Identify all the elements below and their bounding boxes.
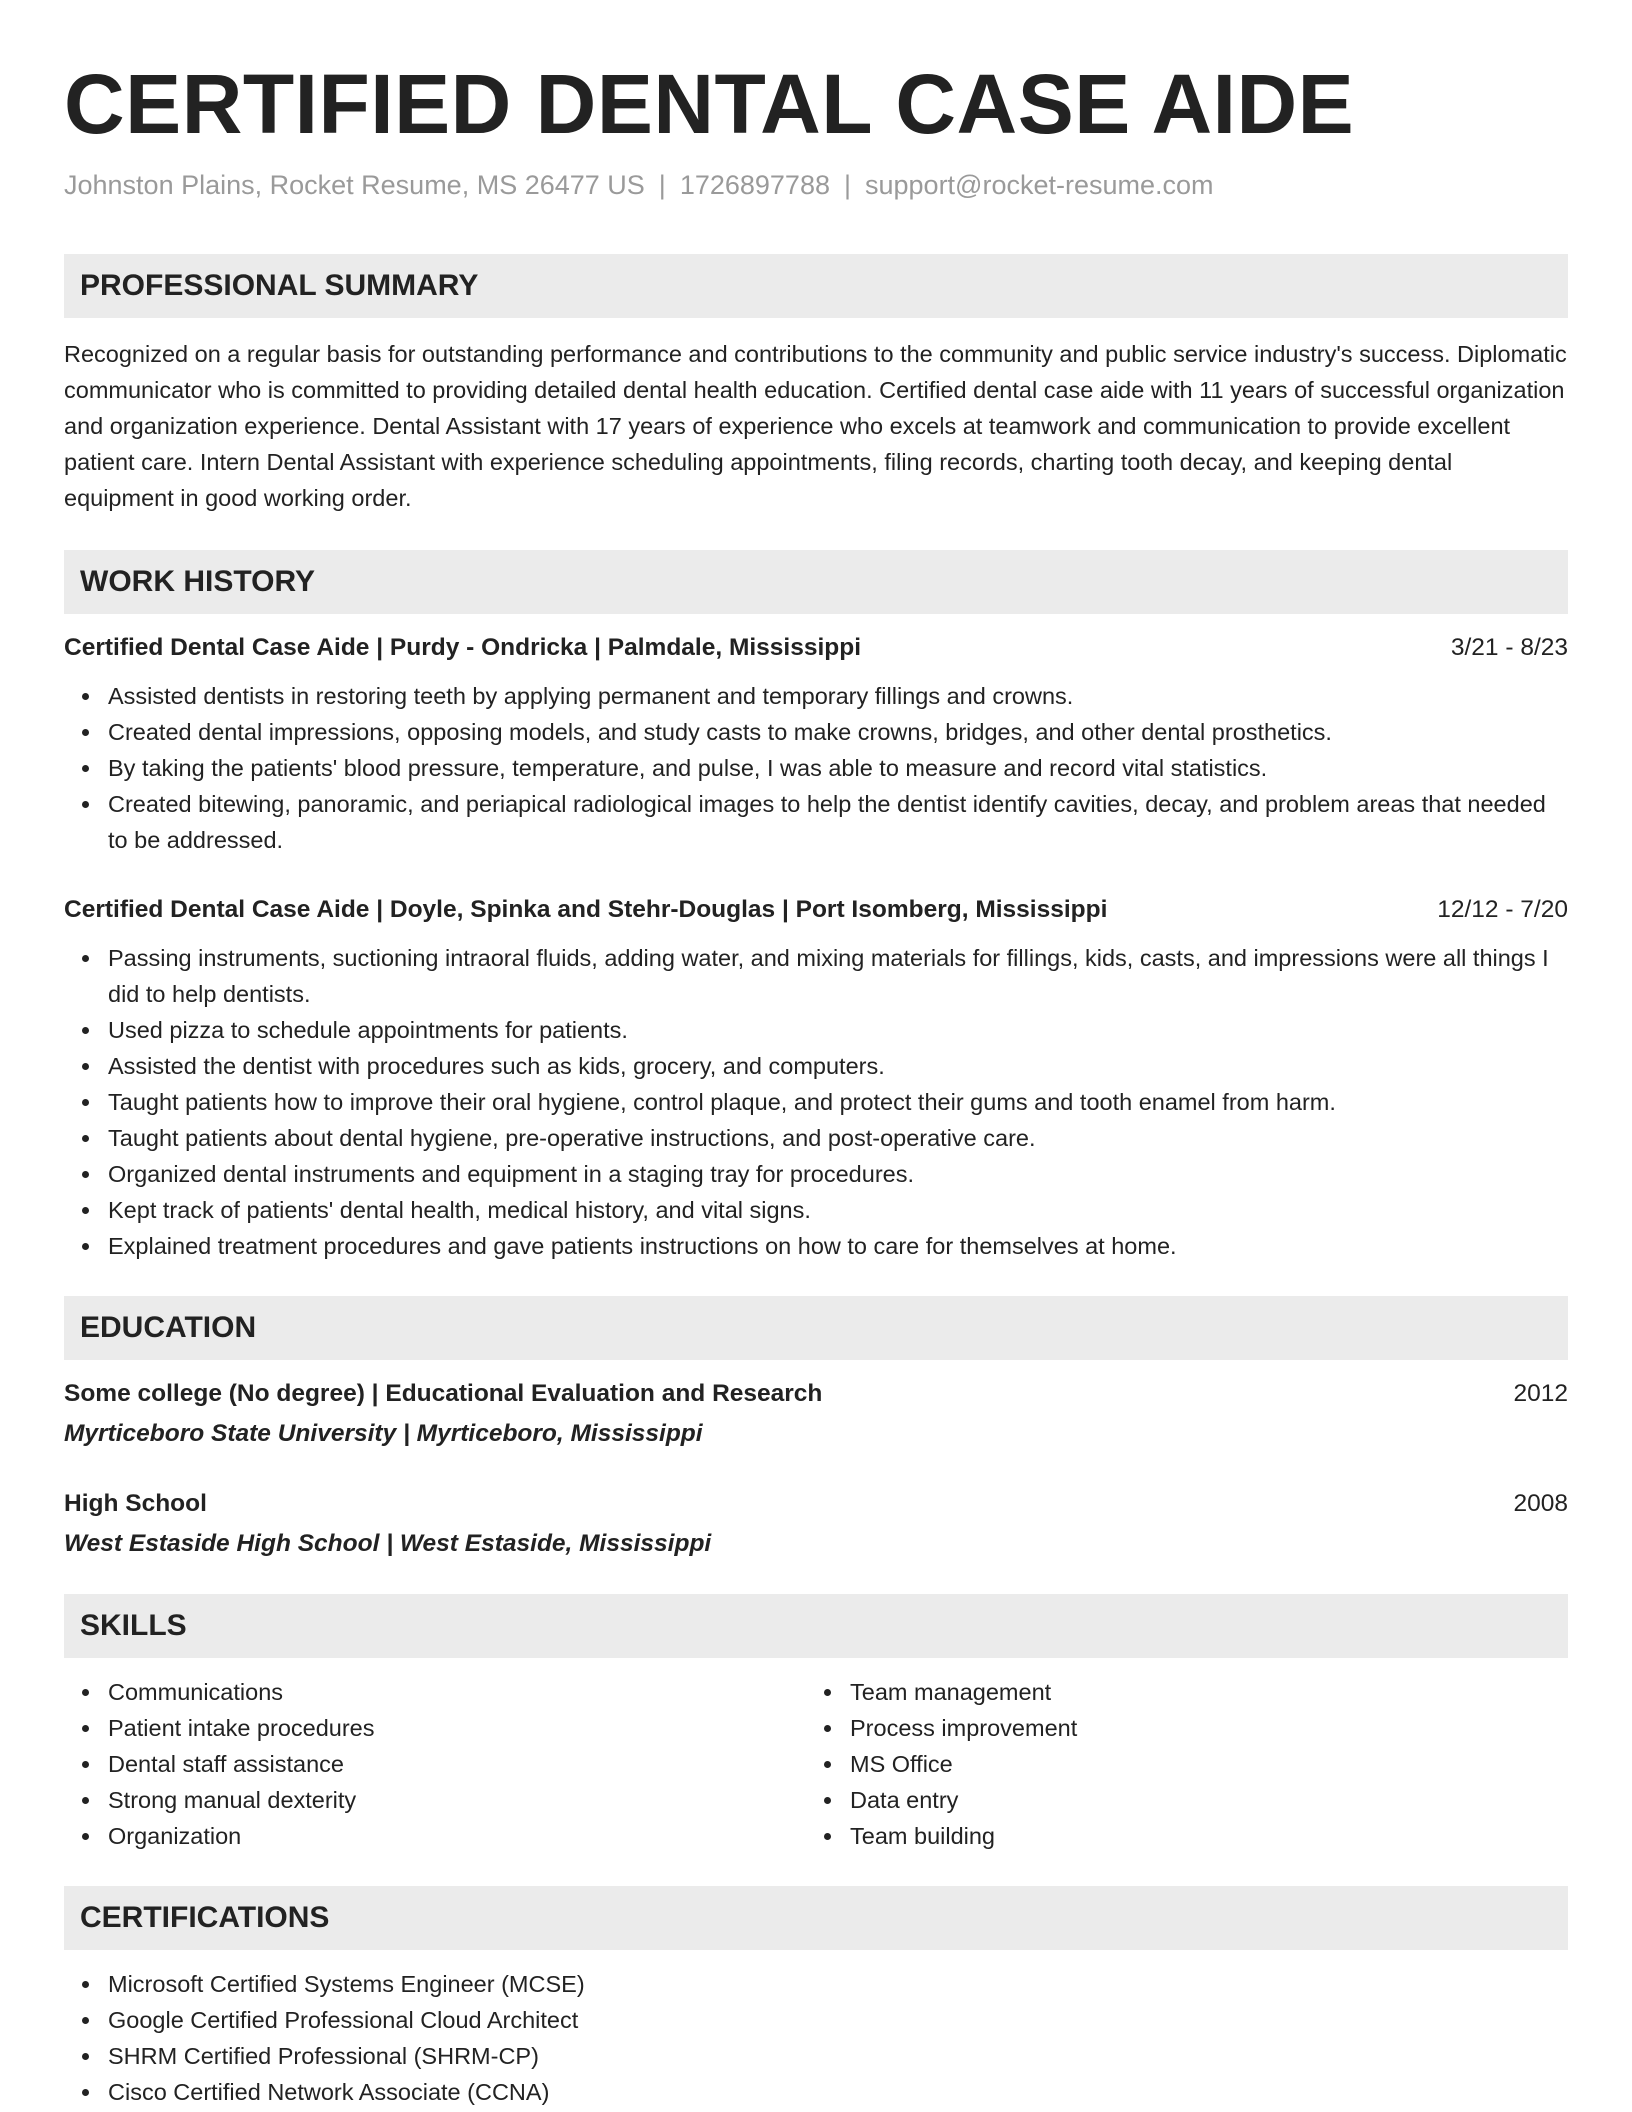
section-heading-summary: PROFESSIONAL SUMMARY	[64, 254, 1568, 318]
job-bullet: Used pizza to schedule appointments for patients.	[108, 1012, 1568, 1048]
job-bullet: Explained treatment procedures and gave patients instructions on how to care for themselves at home.	[108, 1228, 1568, 1264]
job-entry	[64, 630, 1568, 858]
skill-item: Data entry	[850, 1782, 1548, 1818]
education-school: Myrticeboro State University | Myrticeboro, Mississippi	[64, 1420, 703, 1447]
job-dates: 12/12 - 7/20	[1437, 896, 1568, 923]
education-degree: High School	[64, 1490, 207, 1517]
education-year: 2008	[1513, 1490, 1568, 1517]
skill-item: Dental staff assistance	[108, 1746, 806, 1782]
job-bullet: Created bitewing, panoramic, and periapical radiological images to help the dentist identify cavities, decay, and problem areas that needed to be addressed.	[108, 786, 1568, 858]
job-bullet-list	[64, 940, 1568, 1264]
skill-item: Patient intake procedures	[108, 1710, 806, 1746]
job-entry	[64, 892, 1568, 1264]
certification-item: SHRM Certified Professional (SHRM-CP)	[108, 2038, 1568, 2074]
job-dates: 3/21 - 8/23	[1450, 634, 1568, 661]
section-heading-certifications: CERTIFICATIONS	[64, 1886, 1568, 1950]
job-title: Certified Dental Case Aide | Doyle, Spinka and Stehr-Douglas | Port Isomberg, Mississippi	[64, 896, 1108, 923]
skill-item: Organization	[108, 1818, 806, 1854]
certification-item: Cisco Certified Network Associate (CCNA)	[108, 2074, 1568, 2110]
summary-text: Recognized on a regular basis for outstanding performance and contributions to the community and public service industry's success. Diplomatic communicator who is committed to providing detailed dental health education. Certified dental case aide with 11 years of successful organization and organization experience. Dental Assistant with 17 years of experience who excels at teamwork and communication to provide excellent patient care. Intern Dental Assistant with experience scheduling appointments, filing records, charting tooth decay, and keeping dental equipment in good working order.	[64, 341, 1567, 511]
candidate-name: CERTIFIED DENTAL CASE AIDE	[64, 57, 1355, 151]
skills-list-right	[806, 1674, 1548, 1854]
contact-separator: |	[658, 170, 666, 200]
job-title: Certified Dental Case Aide | Purdy - Ondricka | Palmdale, Mississippi	[64, 634, 862, 661]
skill-item: MS Office	[850, 1746, 1548, 1782]
job-bullet-list	[64, 678, 1568, 858]
job-bullet: Kept track of patients' dental health, medical history, and vital signs.	[108, 1192, 1568, 1228]
job-bullet: Taught patients how to improve their oral hygiene, control plaque, and protect their gums and tooth enamel from harm.	[108, 1084, 1568, 1120]
education-entry	[64, 1486, 1568, 1562]
education-entry	[64, 1376, 1568, 1452]
certification-item: Google Certified Professional Cloud Architect	[108, 2002, 1568, 2038]
contact-email: support@rocket-resume.com	[865, 170, 1214, 200]
job-bullet: Organized dental instruments and equipment in a staging tray for procedures.	[108, 1156, 1568, 1192]
contact-phone: 1726897788	[679, 170, 830, 200]
skill-item: Team management	[850, 1674, 1548, 1710]
job-bullet: Passing instruments, suctioning intraoral fluids, adding water, and mixing materials for fillings, kids, casts, and impressions were all things I did to help dentists.	[108, 940, 1568, 1012]
education-degree: Some college (No degree) | Educational Evaluation and Research	[64, 1380, 823, 1407]
section-heading-skills: SKILLS	[64, 1594, 1568, 1658]
job-bullet: Assisted dentists in restoring teeth by applying permanent and temporary fillings and crowns.	[108, 678, 1568, 714]
resume-page	[64, 0, 1568, 2110]
job-header	[64, 630, 1568, 666]
job-bullet: Assisted the dentist with procedures such as kids, grocery, and computers.	[108, 1048, 1568, 1084]
contact-line	[64, 168, 1568, 202]
contact-separator: |	[843, 170, 851, 200]
section-heading-work-history: WORK HISTORY	[64, 550, 1568, 614]
contact-address: Johnston Plains, Rocket Resume, MS 26477 US	[64, 170, 645, 200]
job-bullet: Created dental impressions, opposing models, and study casts to make crowns, bridges, and other dental prosthetics.	[108, 714, 1568, 750]
skill-item: Team building	[850, 1818, 1548, 1854]
job-header	[64, 892, 1568, 928]
section-heading-education: EDUCATION	[64, 1296, 1568, 1360]
education-school: West Estaside High School | West Estaside, Mississippi	[64, 1530, 712, 1557]
education-header	[64, 1486, 1568, 1522]
skill-item: Communications	[108, 1674, 806, 1710]
skill-item: Strong manual dexterity	[108, 1782, 806, 1818]
education-header	[64, 1376, 1568, 1412]
skills-grid	[64, 1674, 1568, 1854]
skills-list-left	[64, 1674, 806, 1854]
certification-item: Microsoft Certified Systems Engineer (MCSE)	[108, 1966, 1568, 2002]
skill-item: Process improvement	[850, 1710, 1548, 1746]
job-bullet: By taking the patients' blood pressure, temperature, and pulse, I was able to measure and record vital statistics.	[108, 750, 1568, 786]
job-bullet: Taught patients about dental hygiene, pre-operative instructions, and post-operative care.	[108, 1120, 1568, 1156]
certifications-list	[64, 1966, 1568, 2110]
education-year: 2012	[1513, 1380, 1568, 1407]
